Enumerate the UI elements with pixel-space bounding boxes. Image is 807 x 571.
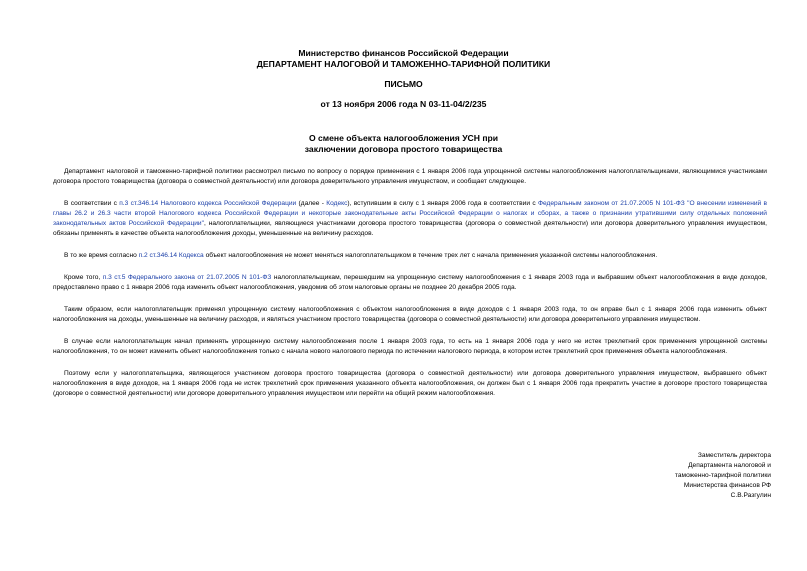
signature-line-5: С.В.Разгулин [730, 492, 771, 499]
paragraph-3-text-1: В то же время согласно [64, 252, 139, 259]
paragraph-2-text-3: ), вступившим в силу с 1 января 2006 года в соответствии с [347, 200, 538, 207]
signature-line-4: Министерства финансов РФ [683, 482, 771, 489]
paragraph-3 [53, 251, 767, 261]
paragraph-2-text-2: (далее - [296, 200, 327, 207]
paragraph-7: Поэтому если у налогоплательщика, являющегося участником договора простого товарищества (договора о совместной деятельности) или договора доверительного управления имуществом, выбравшего объект налогообложения в виде доходов, на 1 января 2006 года не истек трехлетний срок применения указанного объекта налогообложения, он должен был с 1 января 2006 года прекратить участие в договоре простого товарищества (договоре о совместной деятельности) или договоре доверительного управления имуществом или перейти на общий режим налогообложения. [53, 370, 767, 397]
paragraph-2-text-4: , налогоплательщики, являющиеся участниками договора простого товарищества (договора о совместной деятельности) или договора доверительного управления имуществом, обязаны применять в качестве объекта налогообложения доходы, уменьшенные на величину расходов. [53, 220, 767, 237]
paragraph-6: В случае если налогоплательщик начал применять упрощенную систему налогообложения после 1 января 2003 года, то есть на 1 января 2006 года у него не истек трехлетний срок применения упрощенной системы налогообложения, то он может изменить объект налогообложения только с начала нового налогового периода по истечении налогового периода, в котором истек трехлетний срок применения объекта налогообложения. [53, 338, 767, 355]
paragraph-2 [53, 199, 767, 239]
paragraph-5: Таким образом, если налогоплательщик применял упрощенную систему налогообложения с объектом налогообложения в виде доходов с 1 января 2003 года, то он вправе был с 1 января 2006 года изменить объект налогообложения на доходы, уменьшенные на величину расходов, и являться участником простого товарищества (договора о совместной деятельности) или договора доверительного управления имуществом. [53, 306, 767, 323]
paragraph-3-text-2: объект налогообложения не может меняться налогоплательщиком в течение трех лет с начала применения указанной системы налогообложения. [203, 252, 658, 259]
link-federal-law-101-fz[interactable]: Федеральным законом от 21.07.2005 N 101-ФЗ "О внесении изменений в главы 26.2 и 26.3 части второй Налогового кодекса Российской Федерации и некоторые законодательные акты Российской Федерации о налогах и сборах, а также о признании утратившими силу отдельных положений законодательных актов Российской Федерации" [53, 200, 768, 227]
paragraph-2-text-1: В соответствии с [64, 200, 120, 207]
paragraph-4-text-2: налогоплательщикам, перешедшим на упрощенную систему налогообложения с 1 января 2003 года и выбравшим объект налогообложения в виде доходов, предоставлено право с 1 января 2006 года изменить объект налогообложения, уведомив об этом налоговые органы не позднее 20 декабря 2005 года. [53, 274, 767, 291]
subject-line-2: заключении договора простого товарищества [304, 144, 503, 154]
paragraph-4-text-1: Кроме того, [64, 274, 103, 281]
signature-line-2: Департамента налоговой и [688, 462, 771, 469]
link-code-p2-art-346-14[interactable]: п.2 ст.346.14 Кодекса [138, 252, 204, 259]
signature-line-3: таможенно-тарифной политики [674, 472, 771, 479]
paragraph-1: Департамент налоговой и таможенно-тарифной политики рассмотрел письмо по вопросу о порядке применения с 1 января 2006 года упрощенной системы налогообложения налогоплательщиками, являющимися участниками договора простого товарищества (договора о совместной деятельности) или договора доверительного управления имуществом, и сообщает следующее. [53, 168, 767, 185]
letter-body [53, 167, 767, 411]
document-type: ПИСЬМО [384, 79, 423, 89]
ministry-name: Министерство финансов Российской Федерации [298, 48, 509, 58]
document-date-number: от 13 ноября 2006 года N 03-11-04/2/235 [320, 99, 487, 109]
link-code[interactable]: Кодекс [326, 200, 348, 207]
department-name: ДЕПАРТАМЕНТ НАЛОГОВОЙ И ТАМОЖЕННО-ТАРИФНОЙ ПОЛИТИКИ [256, 59, 551, 69]
link-federal-law-p3-art-5[interactable]: п.3 ст.5 Федерального закона от 21.07.2005 N 101-ФЗ [102, 274, 272, 281]
signature-block [675, 451, 771, 501]
paragraph-4 [53, 273, 767, 293]
link-tax-code-p3-art-346-14[interactable]: п.3 ст.346.14 Налогового кодекса Российской Федерации [119, 200, 297, 207]
signature-line-1: Заместитель директора [697, 452, 771, 459]
subject-line-1: О смене объекта налогообложения УСН при [308, 133, 499, 143]
